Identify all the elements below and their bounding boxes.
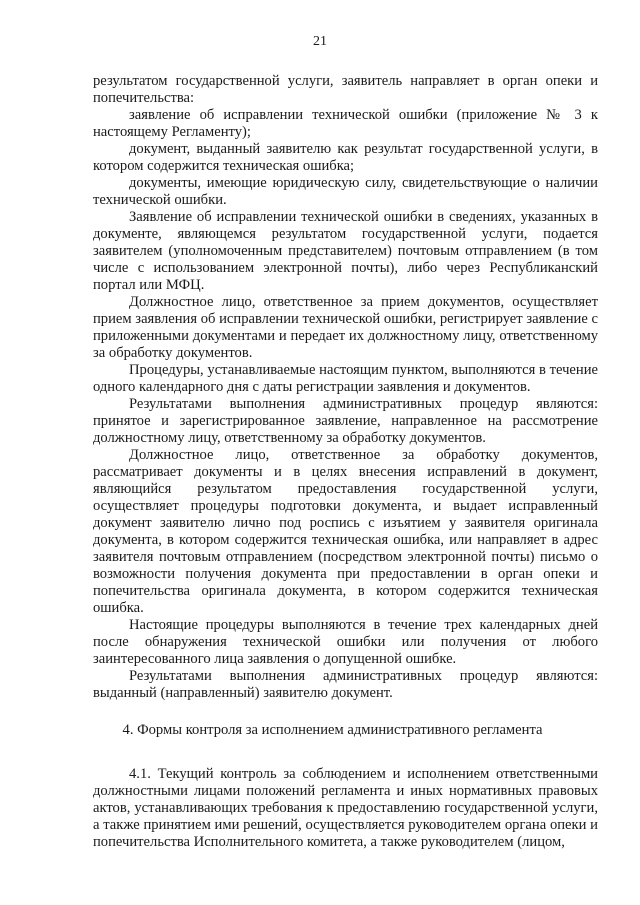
- section-text: [93, 766, 598, 851]
- paragraph: результатом государственной услуги, заявитель направляет в орган опеки и попечительства:: [93, 73, 598, 106]
- paragraph: документы, имеющие юридическую силу, свидетельствующие о наличии технической ошибки.: [93, 175, 598, 208]
- paragraph: Должностное лицо, ответственное за прием документов, осуществляет прием заявления об исправлении технической ошибки, регистрирует заявление с приложенными документами и передает их должностному лицу, ответственному за обработку документов.: [93, 294, 598, 361]
- paragraph: Результатами выполнения административных процедур являются: выданный (направленный) заявителю документ.: [93, 668, 598, 701]
- section-heading: 4. Формы контроля за исполнением административного регламента: [122, 722, 543, 738]
- paragraph: Должностное лицо, ответственное за обработку документов, рассматривает документы и в целях внесения исправлений в документ, являющийся результатом предоставления государственной услуги, осуществляет процедуры подготовки документа, и выдает исправленный документ заявителю лично под роспись с изъятием у заявителя оригинала документа, в котором содержится техническая ошибка, или направляет в адрес заявителя почтовым отправлением (посредством электронной почты) письмо о возможности получения документа при предоставлении в орган опеки и попечительства оригинала документа, в котором содержится техническая ошибка.: [93, 447, 598, 616]
- paragraph: заявление об исправлении технической ошибки (приложение № 3 к настоящему Регламенту);: [93, 107, 598, 140]
- page-number: 21: [313, 34, 327, 49]
- paragraph: документ, выданный заявителю как результат государственной услуги, в котором содержится техническая ошибка;: [93, 141, 598, 174]
- paragraph: Заявление об исправлении технической ошибки в сведениях, указанных в документе, являющемся результатом государственной услуги, подается заявителем (уполномоченным представителем) почтовым отправлением (в том числе с использованием электронной почты), либо через Республиканский портал или МФЦ.: [93, 209, 598, 293]
- paragraph: Результатами выполнения административных процедур являются: принятое и зарегистрированное заявление, направленное на рассмотрение должностному лицу, ответственному за обработку документов.: [93, 396, 598, 446]
- body-text: [93, 73, 598, 702]
- section-paragraph: 4.1. Текущий контроль за соблюдением и исполнением ответственными должностными лицами положений регламента и иных нормативных правовых актов, устанавливающих требования к предоставлению государственной услуги, а также принятием ими решений, осуществляется руководителем органа опеки и попечительства Исполнительного комитета, а также руководителем (лицом,: [93, 766, 598, 850]
- paragraph: Настоящие процедуры выполняются в течение трех календарных дней после обнаружения технической ошибки или получения от любого заинтересованного лица заявления о допущенной ошибке.: [93, 617, 598, 667]
- paragraph: Процедуры, устанавливаемые настоящим пунктом, выполняются в течение одного календарного дня с даты регистрации заявления и документов.: [93, 362, 598, 395]
